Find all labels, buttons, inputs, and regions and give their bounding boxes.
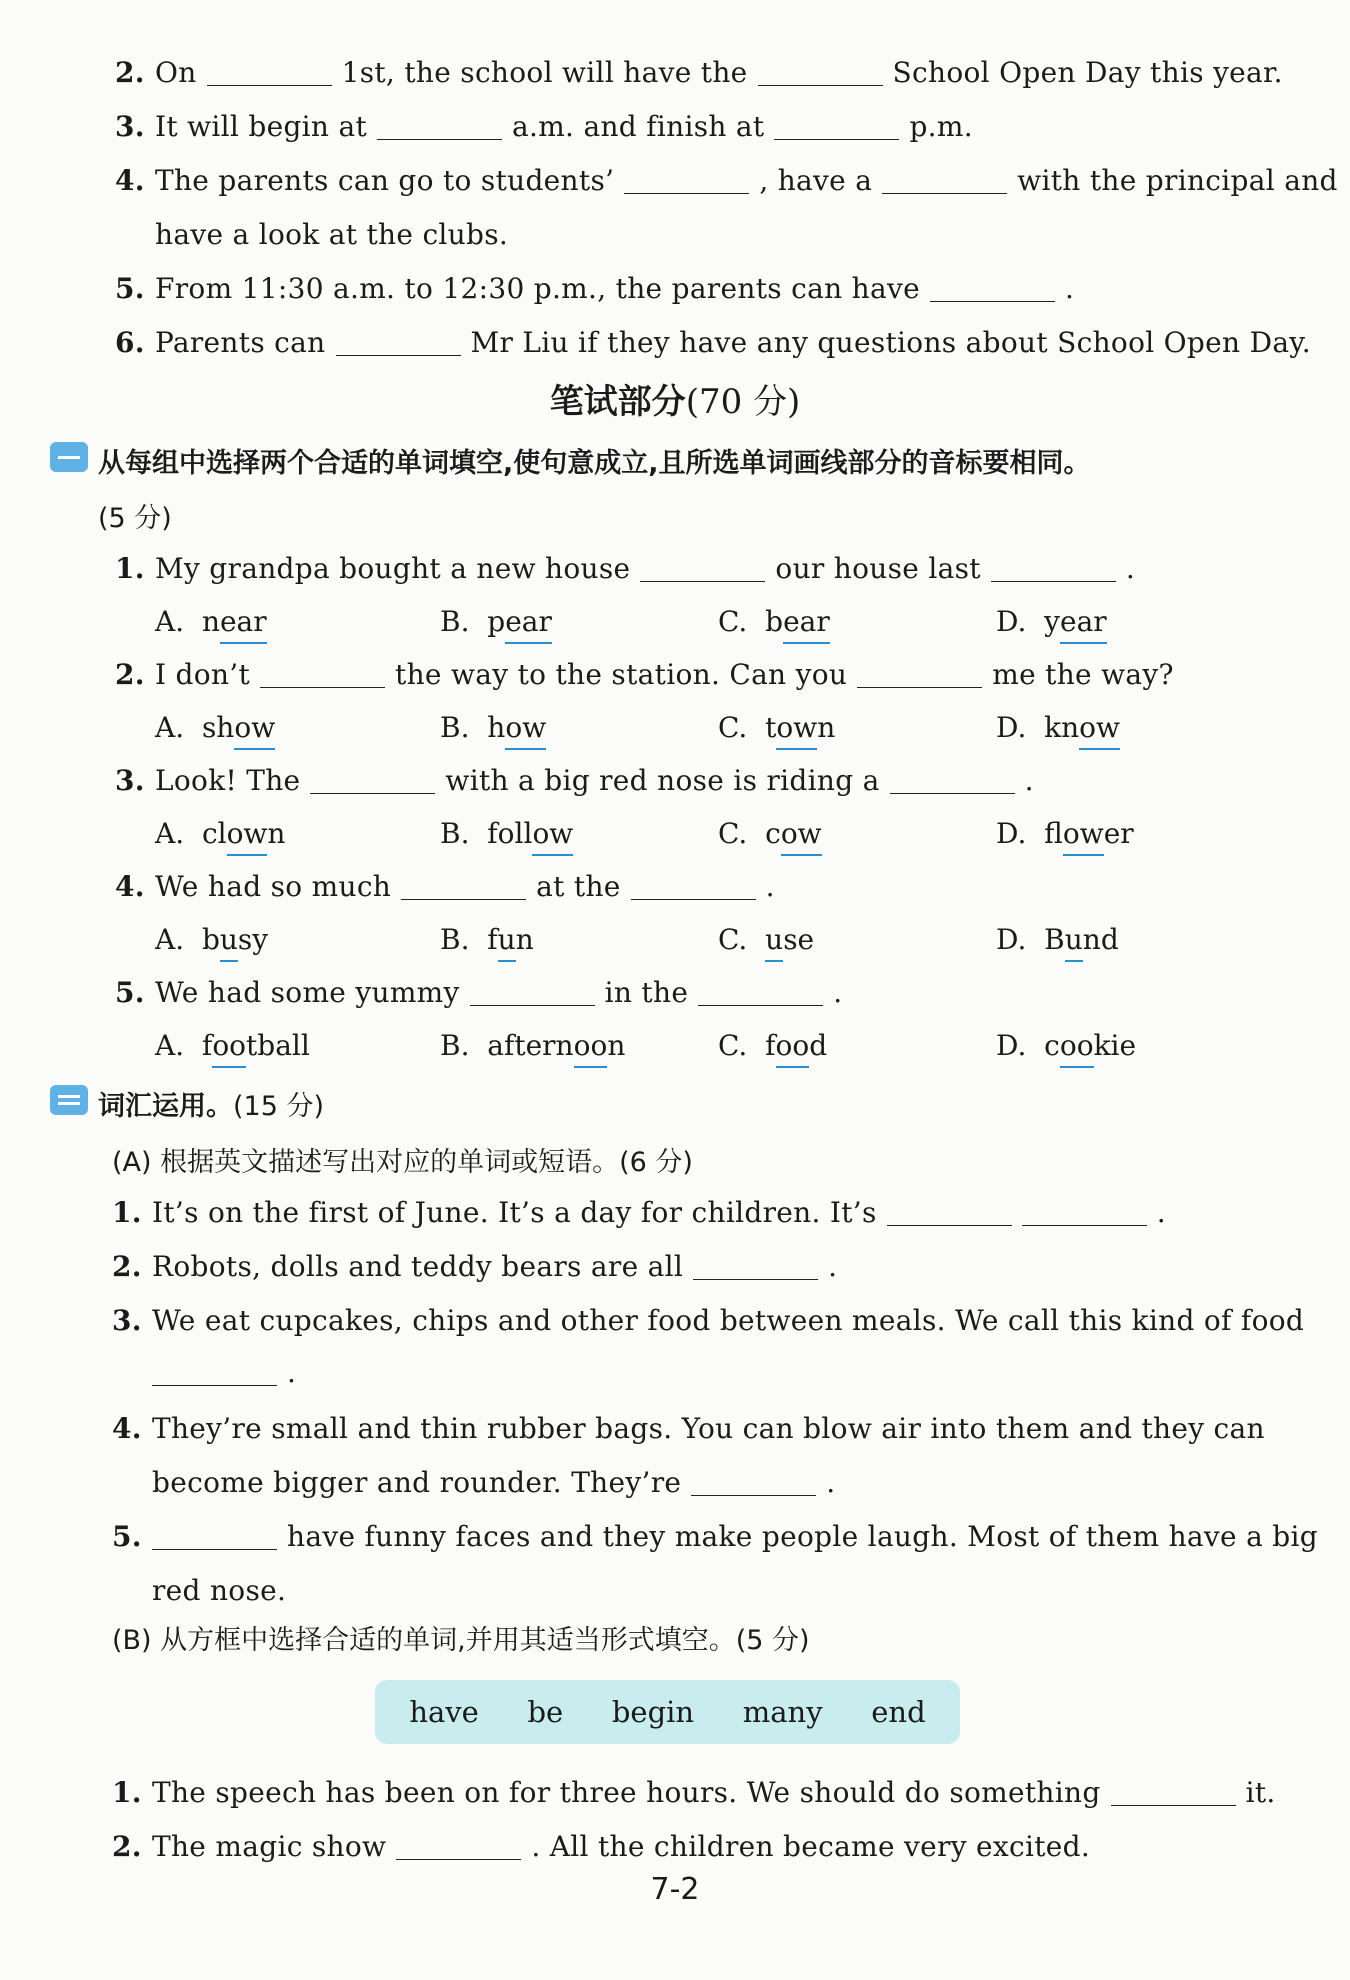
part1-points: (5 分) (98, 503, 172, 534)
underlined-letters: oo (573, 1029, 608, 1062)
underlined-letters: oo (1059, 1029, 1094, 1062)
part1-question: 2. I don’t the way to the station. Can you me the way? (115, 658, 1174, 691)
answer-blank[interactable] (152, 1363, 277, 1386)
underlined-letters: ow (1079, 711, 1120, 744)
option-choice[interactable]: B. fun (440, 923, 534, 956)
part1-question: 1. My grandpa bought a new house our house last . (115, 552, 1136, 585)
page-number: 7-2 (650, 1872, 700, 1907)
underlined-letters: ear (219, 605, 267, 638)
word-box-item: many (742, 1695, 823, 1729)
option-choice[interactable]: A. show (155, 711, 276, 744)
option-choice[interactable]: B. follow (440, 817, 574, 850)
section-two-icon (50, 1085, 88, 1115)
word-box (375, 1680, 960, 1744)
a-item-1: 1. It’s on the first of June. It’s a day for children. It’s . (112, 1196, 1166, 1229)
underlined-letters: ow (505, 711, 547, 744)
listening-q4-cont: have a look at the clubs. (155, 218, 509, 251)
option-choice[interactable]: D. year (996, 605, 1107, 638)
word-box-item: have (409, 1695, 479, 1729)
answer-blank[interactable] (396, 1837, 521, 1860)
listening-q3: 3. It will begin at a.m. and finish at p.m. (115, 110, 973, 143)
a-item-5: 5. have funny faces and they make people laugh. Most of them have a big (112, 1520, 1319, 1553)
a-item-4: 4. They’re small and thin rubber bags. You can blow air into them and they can (112, 1412, 1265, 1445)
option-choice[interactable]: B. how (440, 711, 547, 744)
underlined-letters: ow (226, 817, 268, 850)
answer-blank[interactable] (640, 559, 765, 582)
answer-blank[interactable] (882, 171, 1007, 194)
answer-blank[interactable] (1111, 1783, 1236, 1806)
section-one-icon (50, 442, 88, 472)
answer-blank[interactable] (758, 63, 883, 86)
a-item-3: 3. We eat cupcakes, chips and other food between meals. We call this kind of food (112, 1304, 1305, 1337)
underlined-letters: oo (212, 1029, 247, 1062)
option-choice[interactable]: B. pear (440, 605, 552, 638)
b-item-2: 2. The magic show . All the children became very excited. (112, 1830, 1091, 1863)
underlined-letters: ear (1060, 605, 1107, 638)
option-choice[interactable]: C. cow (718, 817, 822, 850)
underlined-letters: u (1064, 923, 1083, 956)
a-item-2: 2. Robots, dolls and teddy bears are all . (112, 1250, 838, 1283)
answer-blank[interactable] (470, 983, 595, 1006)
answer-blank[interactable] (857, 665, 982, 688)
option-choice[interactable]: A. clown (155, 817, 286, 850)
part2-heading: 词汇运用。(15 分) (98, 1091, 325, 1122)
part1-question: 5. We had some yummy in the . (115, 976, 843, 1009)
answer-blank[interactable] (991, 559, 1116, 582)
a-item-4-cont: become bigger and rounder. They’re . (152, 1466, 836, 1499)
underlined-letters: ow (780, 817, 822, 850)
option-choice[interactable]: C. food (718, 1029, 828, 1062)
answer-blank[interactable] (930, 279, 1055, 302)
underlined-letters: u (765, 923, 784, 956)
option-choice[interactable]: D. Bund (996, 923, 1119, 956)
word-box-item: begin (611, 1695, 695, 1729)
word-box-item: be (527, 1695, 564, 1729)
answer-blank[interactable] (310, 771, 435, 794)
underlined-letters: oo (775, 1029, 810, 1062)
option-choice[interactable]: A. busy (155, 923, 269, 956)
answer-blank[interactable] (631, 877, 756, 900)
underlined-letters: ear (783, 605, 830, 638)
option-choice[interactable]: C. bear (718, 605, 830, 638)
answer-blank[interactable] (336, 333, 461, 356)
listening-q5: 5. From 11:30 a.m. to 12:30 p.m., the parents can have . (115, 272, 1075, 305)
answer-blank[interactable] (377, 117, 502, 140)
answer-blank[interactable] (698, 983, 823, 1006)
listening-q4: 4. The parents can go to students’ , have a with the principal and (115, 164, 1338, 197)
answer-blank[interactable] (693, 1257, 818, 1280)
option-choice[interactable]: C. town (718, 711, 836, 744)
answer-blank[interactable] (260, 665, 385, 688)
option-choice[interactable]: D. know (996, 711, 1120, 744)
section-title: 笔试部分(70 分) (549, 382, 801, 422)
option-choice[interactable]: D. flower (996, 817, 1134, 850)
answer-blank[interactable] (691, 1473, 816, 1496)
underlined-letters: ow (1062, 817, 1104, 850)
answer-blank[interactable] (1022, 1203, 1147, 1226)
underlined-letters: ear (505, 605, 552, 638)
answer-blank[interactable] (887, 1203, 1012, 1226)
word-box-item: end (871, 1695, 926, 1729)
underlined-letters: u (497, 923, 516, 956)
underlined-letters: ow (532, 817, 574, 850)
listening-q6: 6. Parents can Mr Liu if they have any questions about School Open Day. (115, 326, 1311, 359)
answer-blank[interactable] (152, 1527, 277, 1550)
answer-blank[interactable] (624, 171, 749, 194)
part1-question: 4. We had so much at the . (115, 870, 775, 903)
underlined-letters: u (219, 923, 238, 956)
option-choice[interactable]: A. near (155, 605, 267, 638)
option-choice[interactable]: B. afternoon (440, 1029, 626, 1062)
underlined-letters: ow (776, 711, 818, 744)
answer-blank[interactable] (207, 63, 332, 86)
answer-blank[interactable] (401, 877, 526, 900)
a-item-5-cont: red nose. (152, 1574, 287, 1607)
part1-heading: 从每组中选择两个合适的单词填空,使句意成立,且所选单词画线部分的音标要相同。 (98, 448, 1091, 479)
answer-blank[interactable] (890, 771, 1015, 794)
option-choice[interactable]: C. use (718, 923, 815, 956)
answer-blank[interactable] (774, 117, 899, 140)
part2-sub-a: (A) 根据英文描述写出对应的单词或短语。(6 分) (112, 1147, 693, 1178)
part1-question: 3. Look! The with a big red nose is riding a . (115, 764, 1034, 797)
part2-sub-b: (B) 从方框中选择合适的单词,并用其适当形式填空。(5 分) (112, 1625, 810, 1656)
b-item-1: 1. The speech has been on for three hours. We should do something it. (112, 1776, 1276, 1809)
underlined-letters: ow (234, 711, 276, 744)
listening-q2: 2. On 1st, the school will have the School Open Day this year. (115, 56, 1283, 89)
option-choice[interactable]: D. cookie (996, 1029, 1137, 1062)
option-choice[interactable]: A. football (155, 1029, 310, 1062)
a-item-3-cont: . (142, 1356, 296, 1389)
